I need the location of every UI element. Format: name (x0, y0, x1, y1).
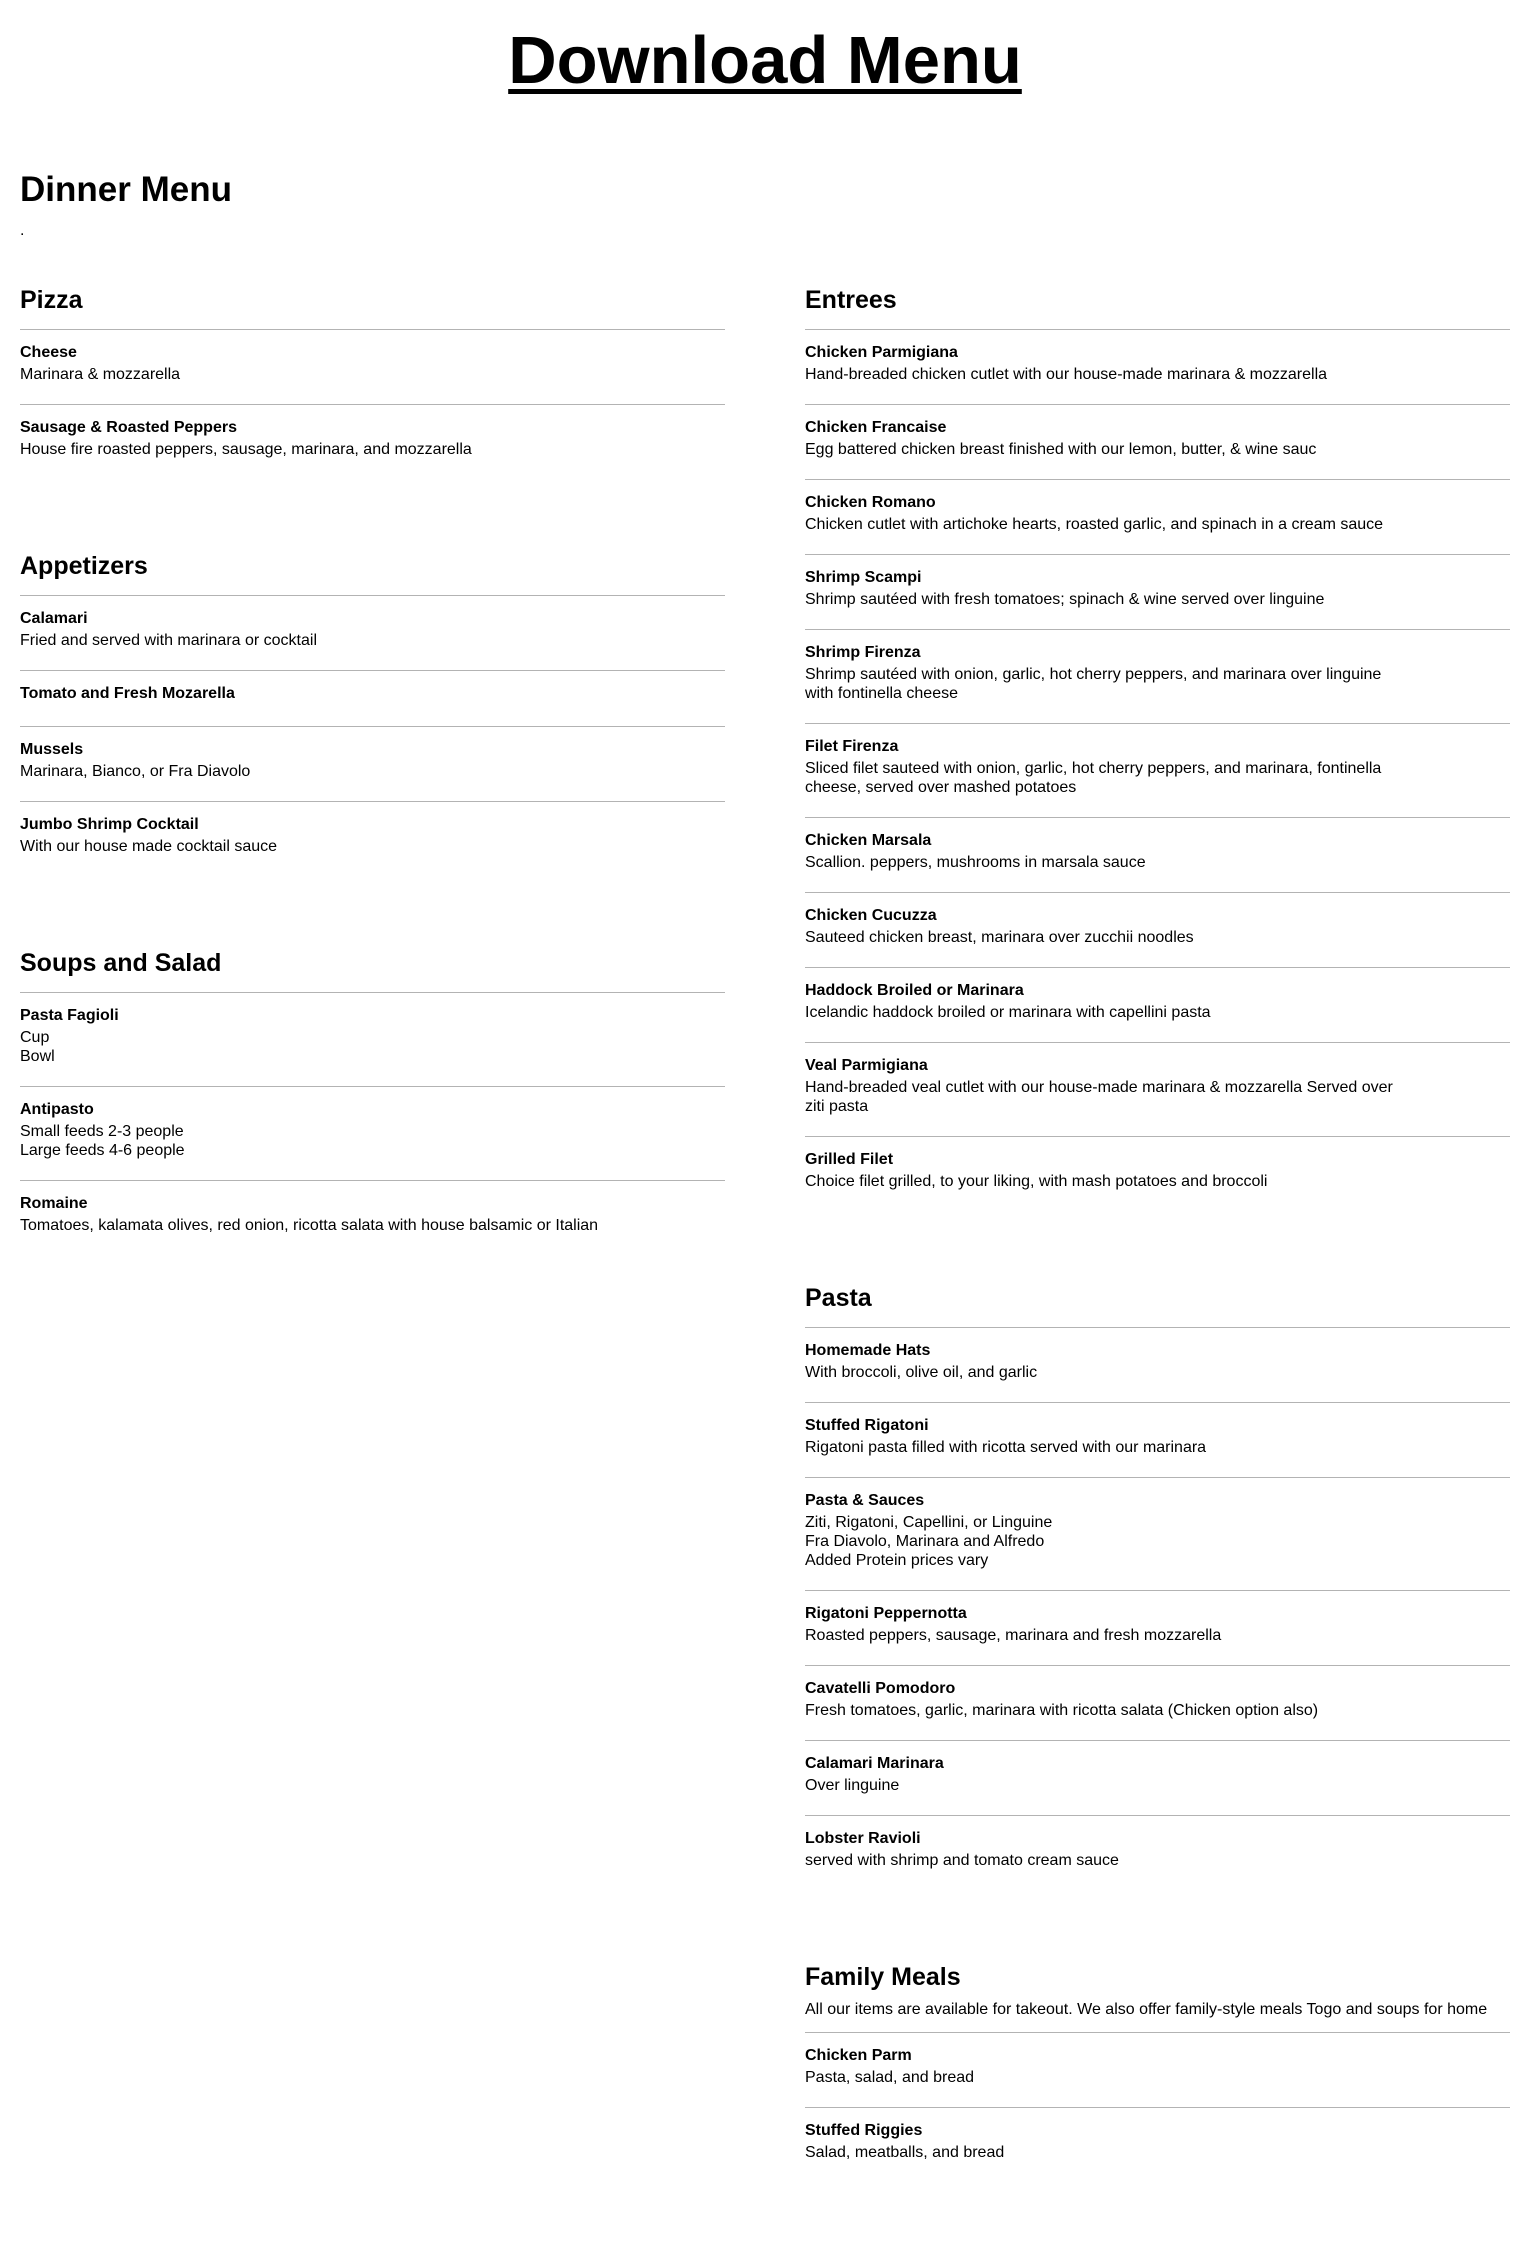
menu-item-description: Marinara & mozzarella (20, 366, 181, 383)
menu-item-description: House fire roasted peppers, sausage, marinara, and mozzarella (20, 441, 472, 458)
menu-item-description: Fra Diavolo, Marinara and Alfredo (805, 1533, 1045, 1550)
menu-item (20, 1180, 725, 1255)
menu-item-name: Calamari Marinara (805, 1755, 944, 1772)
menu-item-description: Added Protein prices vary (805, 1552, 989, 1569)
menu-item (20, 992, 725, 1086)
menu-item-name: Stuffed Rigatoni (805, 1417, 929, 1434)
menu-item-name: Chicken Cucuzza (805, 907, 937, 924)
menu-item (805, 554, 1510, 629)
menu-item-description: Ziti, Rigatoni, Capellini, or Linguine (805, 1514, 1053, 1531)
menu-item (805, 1815, 1510, 1890)
menu-item-description: Icelandic haddock broiled or marinara with capellini pasta (805, 1004, 1211, 1021)
menu-item-description: served with shrimp and tomato cream sauce (805, 1852, 1119, 1869)
menu-item-name: Chicken Parm (805, 2047, 912, 2064)
menu-item-description: Fresh tomatoes, garlic, marinara with ricotta salata (Chicken option also) (805, 1702, 1319, 1719)
menu-item-description: Over linguine (805, 1777, 900, 1794)
menu-item-name: Rigatoni Peppernotta (805, 1605, 967, 1622)
menu-item (805, 1665, 1510, 1740)
menu-item-name: Cheese (20, 344, 77, 361)
menu-subtitle: . (20, 222, 25, 239)
menu-item-name: Haddock Broiled or Marinara (805, 982, 1024, 999)
download-menu-link[interactable]: Download Menu (508, 23, 1022, 98)
menu-item-description: Rigatoni pasta filled with ricotta served with our marinara (805, 1439, 1207, 1456)
menu-title: Dinner Menu (20, 170, 232, 209)
menu-item (20, 1086, 725, 1180)
menu-item-name: Pasta & Sauces (805, 1492, 925, 1509)
menu-item-description: Hand-breaded chicken cutlet with our house-made marinara & mozzarella (805, 366, 1328, 383)
menu-item-name: Shrimp Firenza (805, 644, 921, 661)
menu-item-name: Romaine (20, 1195, 88, 1212)
menu-item (805, 1327, 1510, 1402)
menu-item (805, 2107, 1510, 2182)
menu-item-name: Calamari (20, 610, 88, 627)
menu-item-name: Lobster Ravioli (805, 1830, 921, 1847)
section-title: Pasta (805, 1284, 872, 1312)
menu-item-description: Shrimp sautéed with onion, garlic, hot cherry peppers, and marinara over linguine with fontinella cheese (805, 666, 1382, 702)
section-pizza (20, 285, 725, 479)
menu-item-name: Filet Firenza (805, 738, 899, 755)
section-title: Family Meals (805, 1963, 961, 1991)
menu-item-description: Choice filet grilled, to your liking, with mash potatoes and broccoli (805, 1173, 1268, 1190)
menu-item-description: Shrimp sautéed with fresh tomatoes; spinach & wine served over linguine (805, 591, 1325, 608)
menu-item-description: Tomatoes, kalamata olives, red onion, ricotta salata with house balsamic or Italian (20, 1217, 599, 1234)
menu-item-name: Chicken Parmigiana (805, 344, 958, 361)
section-title: Soups and Salad (20, 949, 222, 977)
download-menu-header (0, 22, 1530, 99)
menu-item (805, 1477, 1510, 1590)
section-entrees (805, 285, 1510, 1211)
menu-item (805, 329, 1510, 404)
menu-item (805, 723, 1510, 817)
menu-item-description: Large feeds 4-6 people (20, 1142, 185, 1159)
menu-item-description: Scallion. peppers, mushrooms in marsala sauce (805, 854, 1146, 871)
menu-item-name: Grilled Filet (805, 1151, 894, 1168)
section-intro: All our items are available for takeout. We also offer family-style meals Togo and soups for home (805, 2001, 1488, 2018)
menu-item-name: Cavatelli Pomodoro (805, 1680, 956, 1697)
menu-item-description: Small feeds 2-3 people (20, 1123, 184, 1140)
menu-item-name: Antipasto (20, 1101, 94, 1118)
menu-item (805, 1740, 1510, 1815)
menu-item-name: Chicken Francaise (805, 419, 947, 436)
section-title: Pizza (20, 286, 83, 314)
menu-item (805, 817, 1510, 892)
section-appetizers (20, 551, 725, 876)
section-family-meals (805, 1962, 1510, 2182)
menu-item (805, 1136, 1510, 1211)
menu-item-description: Marinara, Bianco, or Fra Diavolo (20, 763, 251, 780)
menu-item (20, 670, 725, 726)
menu-item-description: Roasted peppers, sausage, marinara and fresh mozzarella (805, 1627, 1222, 1644)
menu-item-name: Pasta Fagioli (20, 1007, 119, 1024)
menu-item (20, 801, 725, 876)
menu-item (805, 892, 1510, 967)
section-pasta (805, 1283, 1510, 1890)
menu-item-name: Chicken Marsala (805, 832, 932, 849)
menu-item-name: Veal Parmigiana (805, 1057, 928, 1074)
menu-item (20, 404, 725, 479)
menu-item (20, 726, 725, 801)
menu-item-name: Jumbo Shrimp Cocktail (20, 816, 199, 833)
menu-item-description: With our house made cocktail sauce (20, 838, 278, 855)
menu-item (805, 967, 1510, 1042)
menu-item-description: Fried and served with marinara or cocktail (20, 632, 318, 649)
menu-item-description: Hand-breaded veal cutlet with our house-made marinara & mozzarella Served over ziti pasta (805, 1079, 1393, 1115)
menu-item-description: Salad, meatballs, and bread (805, 2144, 1005, 2161)
menu-item-name: Sausage & Roasted Peppers (20, 419, 237, 436)
menu-item-description: Chicken cutlet with artichoke hearts, roasted garlic, and spinach in a cream sauce (805, 516, 1384, 533)
menu-item-description: Sliced filet sauteed with onion, garlic, hot cherry peppers, and marinara, fontinella cheese, served over mashed potatoes (805, 760, 1382, 796)
menu-item-name: Tomato and Fresh Mozarella (20, 685, 235, 702)
menu-item-description: Bowl (20, 1048, 55, 1065)
menu-item-description: Sauteed chicken breast, marinara over zucchii noodles (805, 929, 1194, 946)
section-title: Entrees (805, 286, 897, 314)
menu-item (20, 595, 725, 670)
section-soups-and-salad (20, 948, 725, 1255)
left-column (20, 285, 725, 1327)
menu-item-name: Mussels (20, 741, 84, 758)
menu-item (805, 1042, 1510, 1136)
menu-item-description: With broccoli, olive oil, and garlic (805, 1364, 1038, 1381)
menu-item-name: Homemade Hats (805, 1342, 931, 1359)
menu-item (805, 629, 1510, 723)
menu-item (805, 1402, 1510, 1477)
menu-item-name: Chicken Romano (805, 494, 936, 511)
menu-item (20, 329, 725, 404)
menu-item-name: Shrimp Scampi (805, 569, 922, 586)
menu-item (805, 1590, 1510, 1665)
right-column (805, 285, 1510, 2254)
menu-item-description: Pasta, salad, and bread (805, 2069, 975, 2086)
menu-item-description: Cup (20, 1029, 50, 1046)
menu-item (805, 479, 1510, 554)
menu-item-description: Egg battered chicken breast finished with our lemon, butter, & wine sauc (805, 441, 1317, 458)
section-title: Appetizers (20, 552, 148, 580)
menu-item (805, 404, 1510, 479)
menu-item-name: Stuffed Riggies (805, 2122, 923, 2139)
menu-item (805, 2032, 1510, 2107)
